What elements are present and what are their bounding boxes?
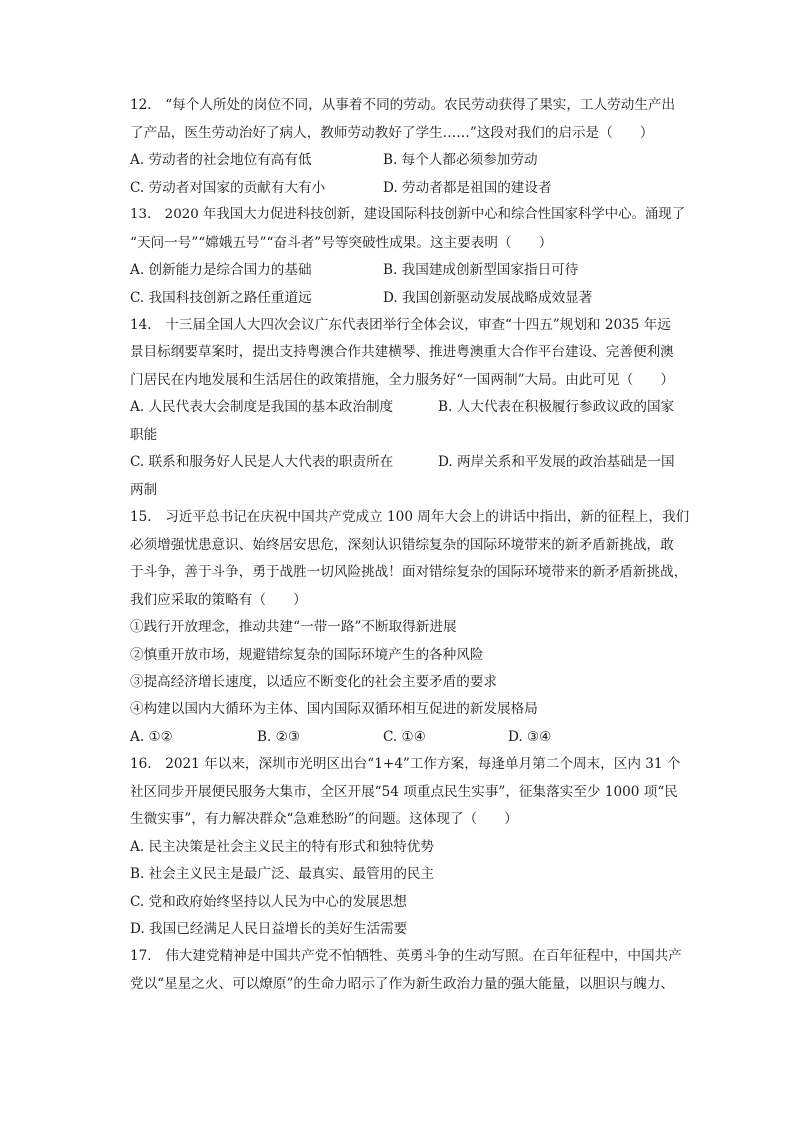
q15-option-a: A. ①② [130,729,173,745]
q14-option-b: B. 人大代表在积极履行参政议政的国家 [438,399,675,415]
q16-option-b: B. 社会主义民主是最广泛、最真实、最管用的民主 [130,866,435,882]
q13-stem-line-2: “天问一号”“嫦娥五号”“奋斗者”号等突破性成果。这主要表明（ ） [130,235,553,251]
q16-option-d: D. 我国已经满足人民日益增长的美好生活需要 [130,921,408,937]
q14-option-d: D. 两岸关系和平发展的政治基础是一国 [438,454,675,470]
q17-stem-line-1: 17. 伟大建党精神是中国共产党不怕牺牲、英勇斗争的生动写照。在百年征程中，中国共产 [130,948,682,964]
q12-stem-line-2: 了产品，医生劳动治好了病人，教师劳动教好了学生……”这段对我们的启示是（ ） [130,125,654,141]
q14-option-d-continued: 两制 [130,482,158,498]
q15-item-4: ④构建以国内大循环为主体、国内国际双循环相互促进的新发展格局 [130,701,538,717]
q12-stem-line-1: 12. “每个人所处的岗位不同，从事着不同的劳动。农民劳动获得了果实，工人劳动生产出 [130,97,676,113]
q16-stem-line-1: 16. 2021 年以来，深圳市光明区出台“1+4”工作方案，每逢单月第二个周末，区内 31 个 [130,756,681,772]
q12-option-d: D. 劳动者都是祖国的建设者 [383,180,552,196]
q14-stem-line-2: 景目标纲要草案时，提出支持粤澳合作共建横琴、推进粤澳重大合作平台建设、完善便利澳 [130,344,674,360]
q15-item-1: ①践行开放理念，推动共建“一带一路”不断取得新进展 [130,619,457,635]
q13-option-c: C. 我国科技创新之路任重道远 [130,290,312,306]
q16-option-a: A. 民主决策是社会主义民主的特有形式和独特优势 [130,839,434,855]
q15-stem-line-3: 于斗争，善于斗争，勇于战胜一切风险挑战！面对错综复杂的国际环境带来的新矛盾新挑战， [130,564,688,580]
q13-stem-line-1: 13. 2020 年我国大力促进科技创新，建设国际科技创新中心和综合性国家科学中心。涌现了 [130,207,686,222]
q16-option-c: C. 党和政府始终坚持以人民为中心的发展思想 [130,894,407,910]
q15-stem-line-1: 15. 习近平总书记在庆祝中国共产党成立 100 周年大会上的讲话中指出，新的征程上，我们 [130,509,690,525]
q12-option-a: A. 劳动者的社会地位有高有低 [130,152,312,168]
q15-stem-line-4: 我们应采取的策略有（ ） [130,592,307,608]
q15-option-b: B. ②③ [257,729,301,745]
q15-option-d: D. ③④ [508,729,552,745]
q12-option-b: B. 每个人都必须参加劳动 [383,152,538,168]
q14-option-b-continued: 职能 [130,427,158,443]
q13-option-a: A. 创新能力是综合国力的基础 [130,262,312,278]
q13-option-b: B. 我国建成创新型国家指日可待 [383,262,579,278]
q17-stem-line-2: 党以“星星之火、可以燎原”的生命力昭示了作为新生政治力量的强大能量，以胆识与魄力、 [130,976,675,992]
q15-option-c: C. ①④ [383,729,426,745]
q16-stem-line-3: 生微实事”，有力解决群众“急难愁盼”的问题。这体现了（ ） [130,811,518,827]
q14-stem-line-3: 门居民在内地发展和生活居住的政策措施，全力服务好“一国两制”大局。由此可见（ ） [130,372,675,388]
q12-option-c: C. 劳动者对国家的贡献有大有小 [130,180,326,196]
q14-stem-line-1: 14. 十三届全国人大四次会议广东代表团举行全体会议，审查“十四五”规划和 2035 年远 [130,317,671,333]
q13-option-d: D. 我国创新驱动发展战略成效显著 [383,290,593,306]
q16-stem-line-2: 社区同步开展便民服务大集市，全区开展“54 项重点民生实事”，征集落实至少 1000 项“民 [130,784,678,800]
q15-stem-line-2: 必须增强忧患意识、始终居安思危，深刻认识错综复杂的国际环境带来的新矛盾新挑战，敢 [130,537,674,553]
q14-option-c: C. 联系和服务好人民是人大代表的职责所在 [130,454,394,470]
q15-item-2: ②慎重开放市场，规避错综复杂的国际环境产生的各种风险 [130,647,484,663]
q15-item-3: ③提高经济增长速度，以适应不断变化的社会主要矛盾的要求 [130,674,498,690]
q14-option-a: A. 人民代表大会制度是我国的基本政治制度 [130,399,394,415]
